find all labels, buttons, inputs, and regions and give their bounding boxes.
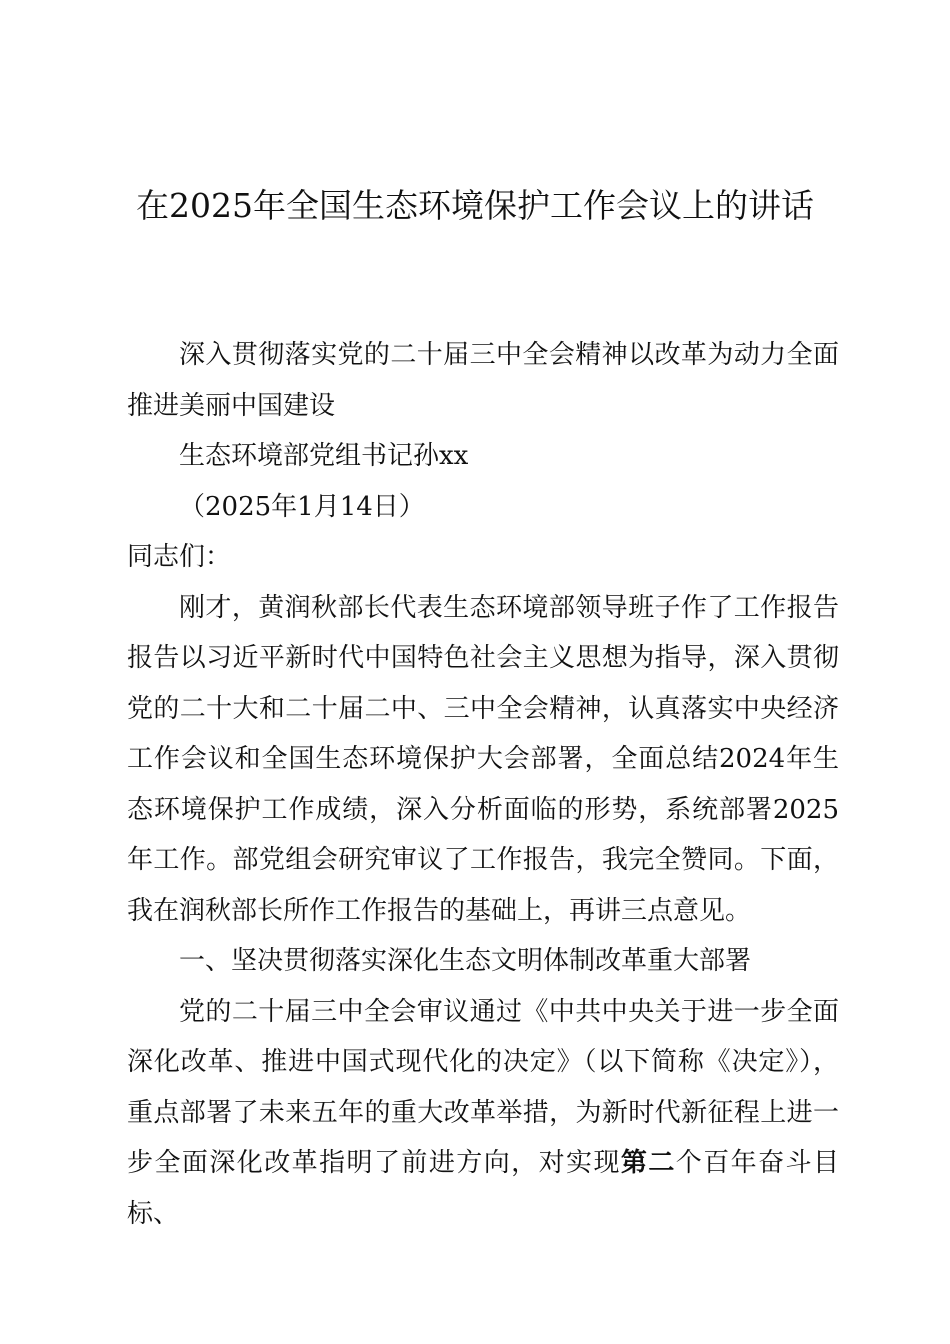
salutation: 同志们： xyxy=(127,542,232,572)
section-heading-1: 一、坚决贯彻落实深化生态文明体制改革重大部署 xyxy=(179,946,752,976)
paragraph-1: 刚才，黄润秋部长代表生态环境部领导班子作了工作报告报告以习近平新时代中国特色社会主义思想为指导，深入贯彻党的二十大和二十届二中、三中全会精神，认真落实中央经济工作会议和全国生态环境保护大会部署，全面总结2024年生态环境保护工作成绩，深入分析面临的形势，系统部署2025年工作。部党组会研究审议了工作报告，我完全赞同。下面，我在润秋部长所作工作报告的基础上，再讲三点意见。 xyxy=(127,592,839,926)
speech-subtitle: 深入贯彻落实党的二十届三中全会精神以改革为动力全面推进美丽中国建设 xyxy=(127,340,839,421)
document-title: 在2025年全国生态环境保护工作会议上的讲话 xyxy=(136,186,814,225)
paragraph-2-start: 党的二十届三中全会审议通过《中共中央关于进一步全面深化改革、推进中国式现代化的决定》（以下简称《决定》），重点部署了未来五年的重大改革举措，为新时代新征程上进一步全面深化改革指明了前进方向，对实现 xyxy=(127,996,839,1178)
paragraph-2 xyxy=(127,987,839,1240)
speech-author: 生态环境部党组书记孙xx xyxy=(179,441,469,471)
speech-date: （2025年1月14日） xyxy=(179,491,425,522)
paragraph-2-bold: 第二 xyxy=(620,1148,676,1178)
document-body xyxy=(127,330,839,1239)
paragraph-2-end: 个百年奋斗目标、 xyxy=(127,1148,839,1229)
